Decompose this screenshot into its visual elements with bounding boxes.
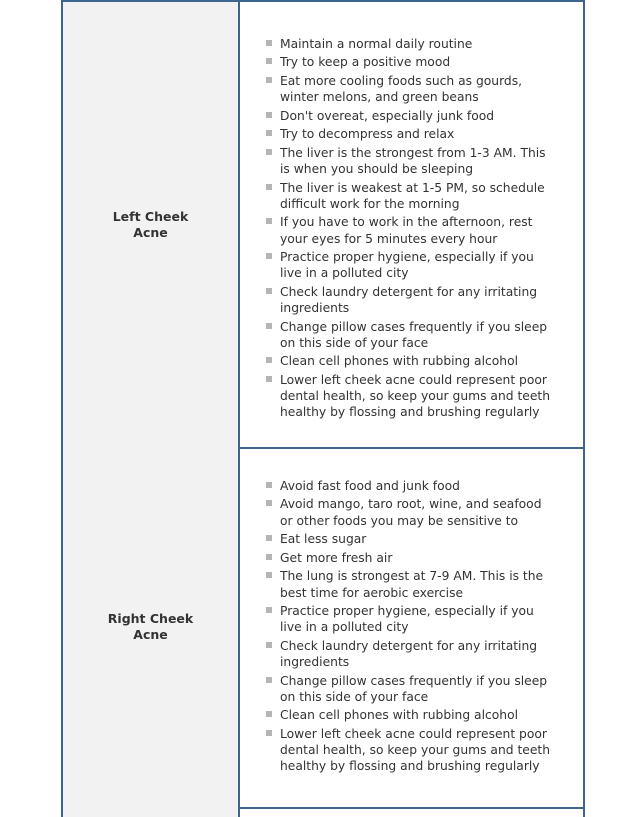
- square-bullet-icon: [266, 253, 272, 259]
- table-row: [61, 807, 585, 817]
- square-bullet-icon: [266, 112, 272, 118]
- tips-list: [266, 478, 556, 777]
- tips-list: [266, 36, 556, 423]
- square-bullet-icon: [266, 572, 272, 578]
- list-item: [266, 180, 556, 213]
- list-item: [266, 145, 556, 178]
- list-item: [266, 353, 556, 369]
- row-label-line: Right Cheek: [107, 611, 194, 626]
- list-item-text: Practice proper hygiene, especially if you live in a polluted city: [280, 604, 534, 635]
- list-item: [266, 126, 556, 142]
- list-item-text: Avoid fast food and junk food: [280, 479, 460, 493]
- square-bullet-icon: [266, 554, 272, 560]
- list-item-text: Change pillow cases frequently if you sleep on this side of your face: [280, 673, 548, 704]
- list-item-text: Eat more cooling foods such as gourds, winter melons, and green beans: [280, 73, 523, 105]
- list-item-text: Avoid mango, taro root, wine, and seafood or other foods you may be sensitive to: [280, 497, 542, 528]
- row-content-cell: [240, 2, 583, 447]
- list-item: [266, 673, 556, 706]
- square-bullet-icon: [266, 58, 272, 64]
- list-item: [266, 531, 556, 547]
- list-item-text: Clean cell phones with rubbing alcohol: [280, 354, 519, 369]
- list-item-text: If you have to work in the afternoon, rest your eyes for 5 minutes every hour: [280, 215, 533, 246]
- row-label-cell: [63, 807, 240, 817]
- list-item: [266, 372, 556, 421]
- square-bullet-icon: [266, 642, 272, 648]
- list-item: [266, 319, 556, 352]
- list-item-text: Maintain a normal daily routine: [280, 37, 473, 51]
- row-content-cell: [240, 807, 583, 817]
- list-item: [266, 550, 556, 566]
- list-item: [266, 108, 556, 124]
- square-bullet-icon: [266, 218, 272, 224]
- list-item-text: Don't overeat, especially junk food: [280, 108, 495, 123]
- list-item-text: The liver is weakest at 1-5 PM, so schedule difficult work for the morning: [280, 180, 545, 211]
- row-label-line: Acne: [133, 627, 168, 642]
- square-bullet-icon: [266, 730, 272, 736]
- square-bullet-icon: [266, 130, 272, 136]
- list-item-text: Clean cell phones with rubbing alcohol: [280, 708, 519, 723]
- row-label-cell: [63, 447, 240, 807]
- list-item: [266, 568, 556, 601]
- square-bullet-icon: [266, 607, 272, 613]
- list-item: [266, 707, 556, 723]
- row-label-line: Acne: [133, 224, 168, 240]
- list-item-text: Change pillow cases frequently if you sleep on this side of your face: [280, 319, 548, 350]
- square-bullet-icon: [266, 677, 272, 683]
- row-content-cell: [240, 447, 583, 807]
- square-bullet-icon: [266, 535, 272, 541]
- square-bullet-icon: [266, 357, 272, 363]
- list-item-text: Try to decompress and relax: [280, 127, 455, 142]
- square-bullet-icon: [266, 40, 272, 46]
- list-item: [266, 478, 556, 494]
- list-item: [266, 284, 556, 317]
- square-bullet-icon: [266, 482, 272, 488]
- list-item-text: The liver is the strongest from 1-3 AM. This is when you should be sleeping: [280, 145, 546, 177]
- list-item: [266, 603, 556, 636]
- list-item-text: Lower left cheek acne could represent poor dental health, so keep your gums and teeth healthy by flossing and brushing regularly: [280, 726, 551, 774]
- square-bullet-icon: [266, 500, 272, 506]
- square-bullet-icon: [266, 288, 272, 294]
- row-label: [106, 209, 196, 241]
- list-item-text: Practice proper hygiene, especially if you live in a polluted city: [280, 250, 534, 281]
- list-item-text: Get more fresh air: [280, 550, 393, 565]
- list-item: [266, 249, 556, 282]
- square-bullet-icon: [266, 376, 272, 382]
- square-bullet-icon: [266, 184, 272, 190]
- list-item: [266, 54, 556, 70]
- list-item-text: Check laundry detergent for any irritating ingredients: [280, 284, 538, 316]
- list-item: [266, 496, 556, 529]
- list-item-text: The lung is strongest at 7-9 AM. This is the best time for aerobic exercise: [280, 569, 544, 600]
- list-item: [266, 638, 556, 671]
- row-label: [106, 611, 196, 643]
- list-item-text: Check laundry detergent for any irritating ingredients: [280, 638, 538, 670]
- list-item: [266, 36, 556, 52]
- list-item-text: Lower left cheek acne could represent poor dental health, so keep your gums and teeth healthy by flossing and brushing regularly: [280, 372, 551, 420]
- acne-tips-table: [61, 0, 585, 812]
- square-bullet-icon: [266, 149, 272, 155]
- row-label-line: Left Cheek: [112, 208, 189, 224]
- list-item-text: Eat less sugar: [280, 532, 367, 547]
- list-item-text: Try to keep a positive mood: [280, 55, 451, 70]
- square-bullet-icon: [266, 77, 272, 83]
- list-item: [266, 73, 556, 106]
- square-bullet-icon: [266, 323, 272, 329]
- square-bullet-icon: [266, 711, 272, 717]
- list-item: [266, 214, 556, 247]
- row-label-cell: [63, 2, 240, 447]
- list-item: [266, 726, 556, 775]
- table-row: [61, 447, 585, 809]
- table-row: [61, 0, 585, 449]
